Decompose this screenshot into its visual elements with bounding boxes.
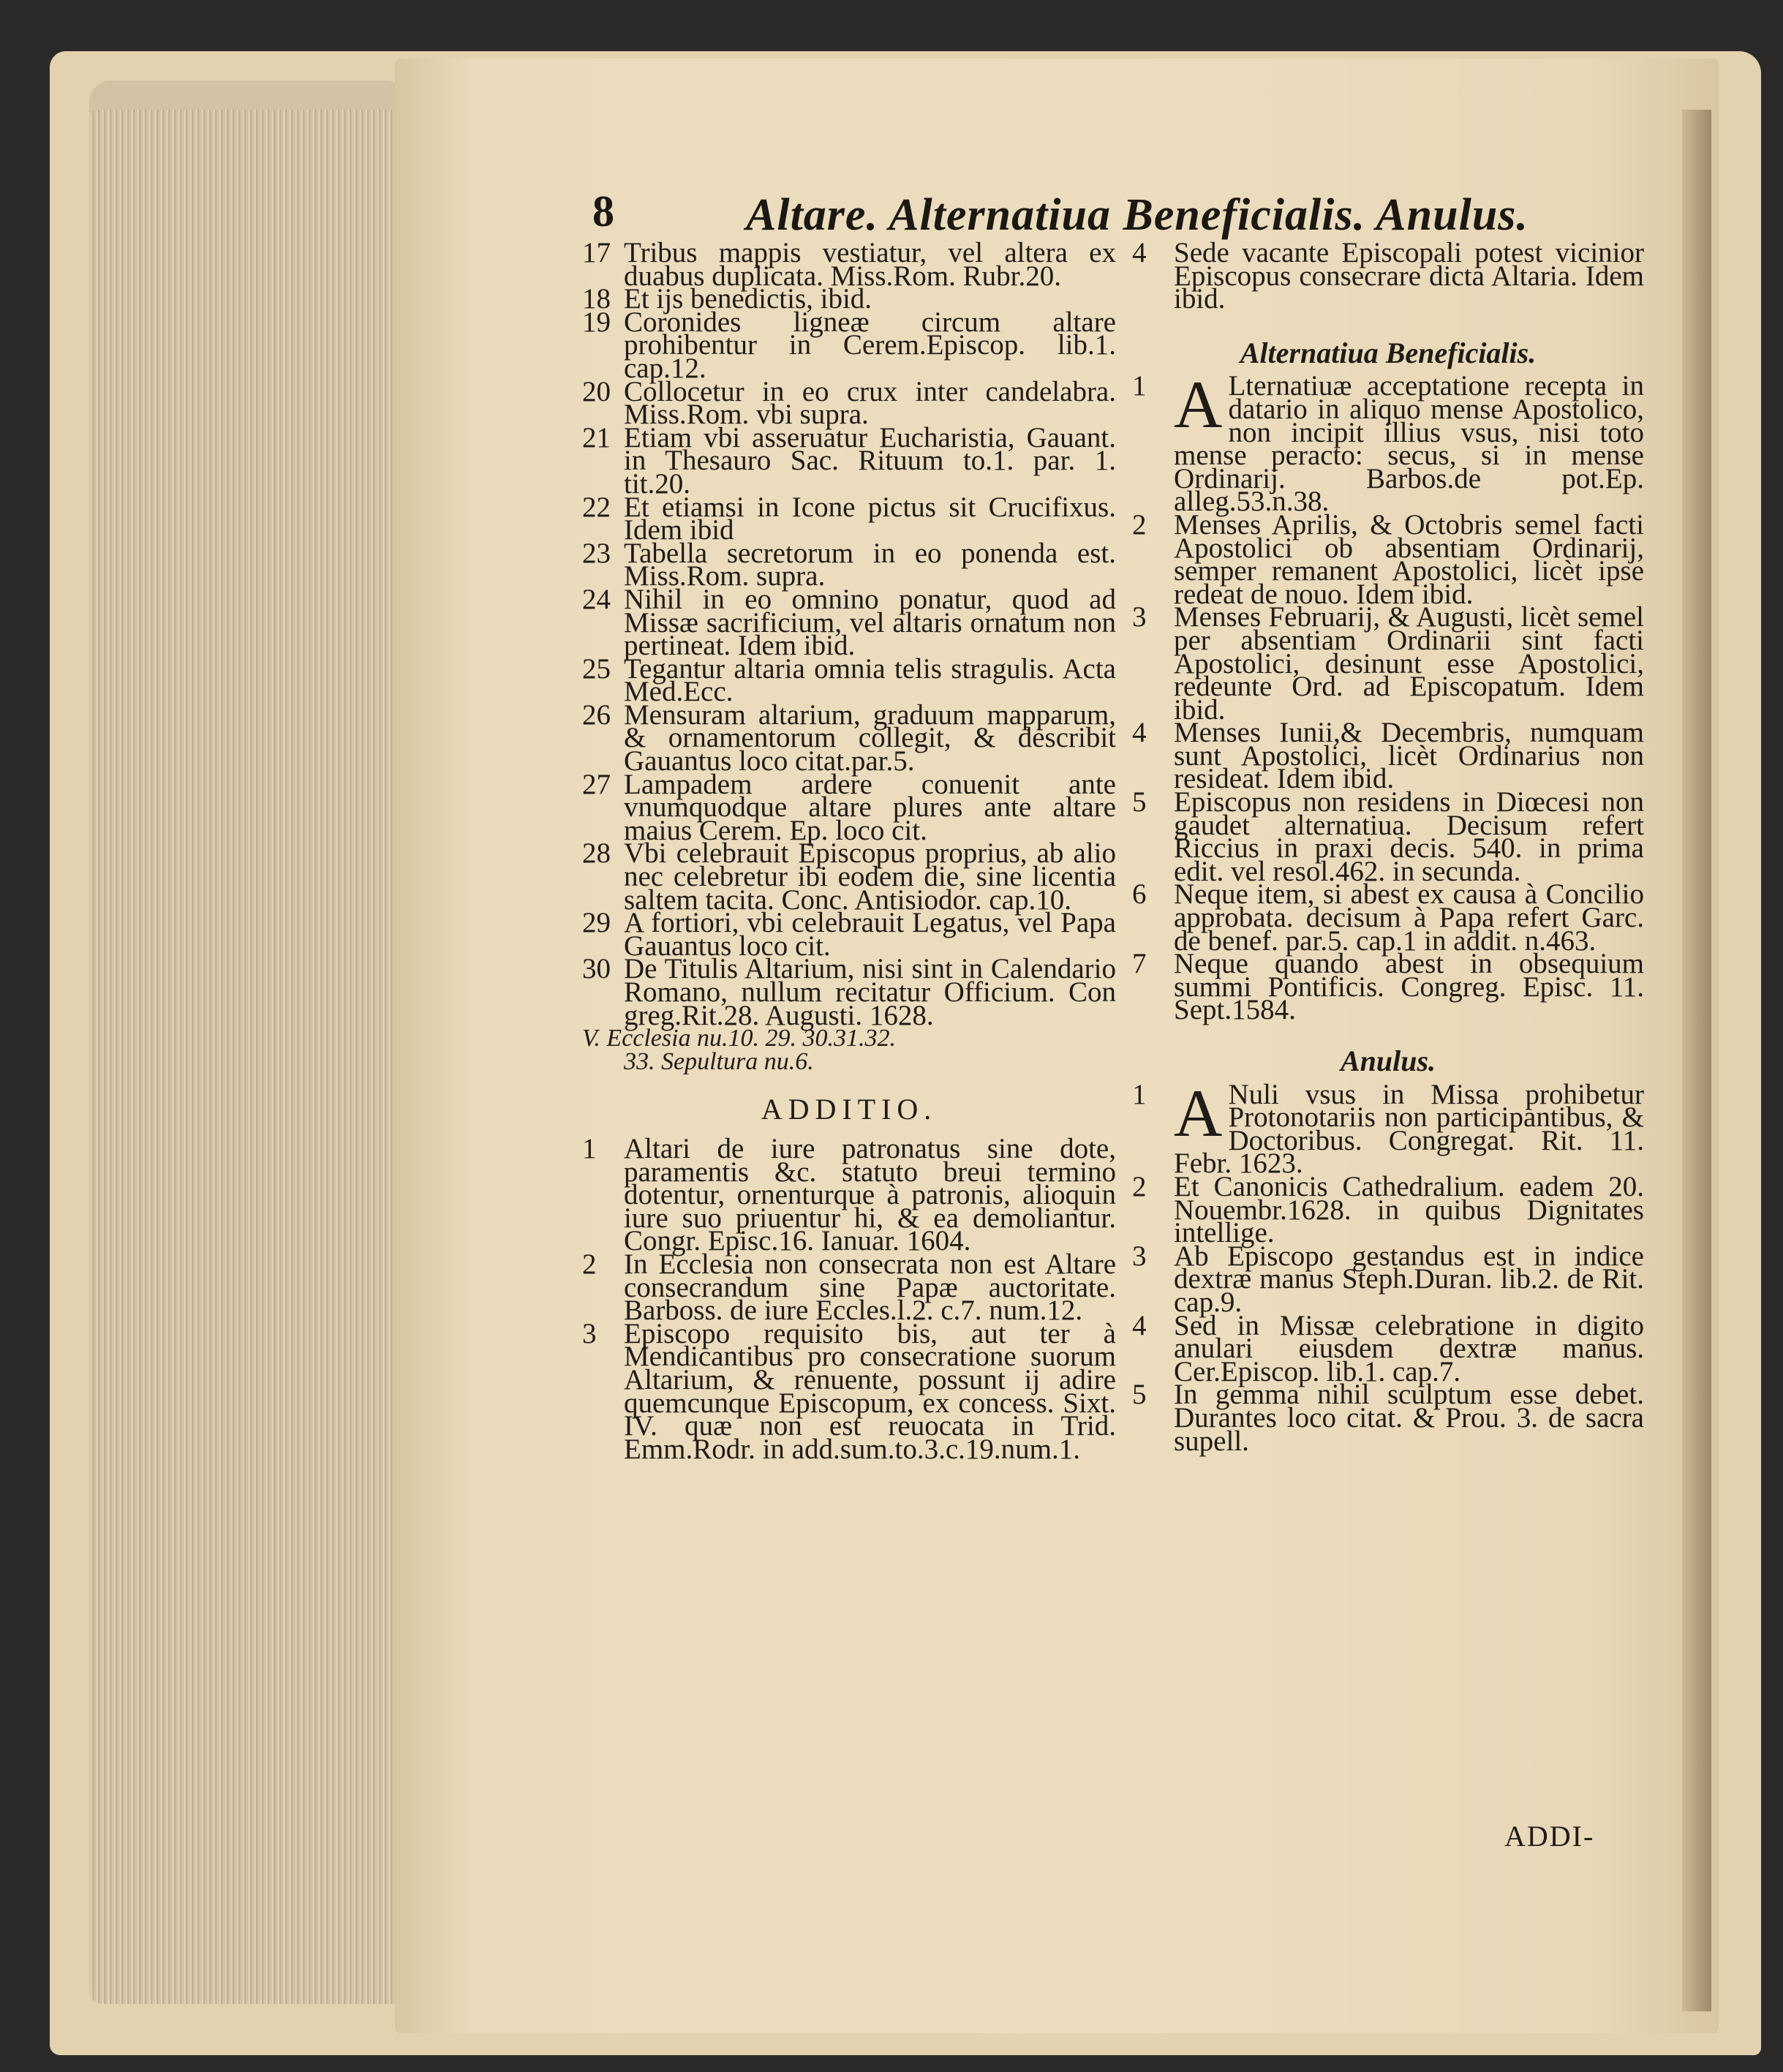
drop-cap: A [1174,367,1223,442]
list-item: 24 Nihil in eo omnino ponatur, quod ad Missæ sacrificium, vel altaris ornatum non pertineat. Idem ibid. [582,583,1116,662]
list-item: 5 In gemma nihil sculptum esse debet. Durantes loco citat. & Prou. 3. de sacra supell. [1132,1379,1644,1457]
list-item: 4 Menses Iunii,& Decembris, numquam sunt Apostolici, licèt Ordinarius non resideat. Idem ibid. [1132,717,1644,795]
list-item: 1 A Lternatiuæ acceptatione recepta in datario in aliquo mense Apostolico, non incipit illius vsus, nisi toto mense peracto: secus, si in mense Ordinarij. Barbos.de pot.Ep. alleg.53.n.38. [1132,367,1644,518]
drop-cap: A [1174,1075,1223,1150]
list-item: 20 Collocetur in eo crux inter candelabra. Miss.Rom. vbi supra. [582,375,1116,431]
list-item: 3 Ab Episcopo gestandus est in indice dextræ manus Steph.Duran. lib.2. de Rit. cap.9. [1132,1240,1644,1318]
list-item: 19 Coronides ligneæ circum altare prohibentur in Cerem.Episcop. lib.1. cap.12. [582,306,1116,384]
gutter [1682,110,1711,2011]
list-item: 6 Neque item, si abest ex causa à Concilio approbata. decisum à Papa refert Garc. de benef. par.5. cap.1 in addit. n.463. [1132,878,1644,957]
list-item: 4 Sede vacante Episcopali potest vicinior Episcopus consecrare dicta Altaria. Idem ibid. [1132,237,1644,315]
list-item: 3 Menses Februarij, & Augusti, licèt semel per absentiam Ordinarii sint facti Apostolici, desinunt esse Apostolici, redeunte Ord. ad Episcopatum. Idem ibid. [1132,601,1644,726]
list-item: 4 Sed in Missæ celebratione in digito anulari eiusdem dextræ manus. Cer.Episcop. lib.1. cap.7. [1132,1309,1644,1387]
list-item: 25 Tegantur altaria omnia telis stragulis. Acta Med.Ecc. [582,652,1116,708]
list-item: 3 Episcopo requisito bis, aut ter à Mendicantibus pro consecratione suorum Altarium, & renuente, possunt ij adire quemcunque Episcopum, ex concess. Sixt. IV. quæ non est reuocata in Trid. Emm.Rodr. in add.sum.to.3.c.19.num.1. [582,1317,1116,1465]
list-item: 2 In Ecclesia non consecrata non est Altare consecrandum sine Papæ auctoritate. Barboss. de iure Eccles.l.2. c.7. num.12. [582,1248,1116,1327]
list-item: 18 Et ijs benedictis, ibid. [582,283,872,315]
list-item: 29 A fortiori, vbi celebrauit Legatus, vel Papa Gauantus loco cit. [582,907,1116,962]
page-edges [89,110,396,2004]
list-item: 17 Tribus mappis vestiatur, vel altera ex duabus duplicata. Miss.Rom. Rubr.20. [582,237,1116,292]
cross-reference: 33. Sepultura nu.6. [624,1047,814,1075]
list-item: 26 Mensuram altarium, graduum mapparum, & ornamentorum collegit, & describit Gauantus loco citat.par.5. [582,698,1116,777]
list-item: 30 De Titulis Altarium, nisi sint in Calendario Romano, nullum recitatur Officium. Con greg.Rit.28. Augusti. 1628. [582,953,1116,1031]
list-item: 5 Episcopus non residens in Diœcesi non gaudet alternatiua. Decisum refert Riccius in praxi decis. 540. in prima edit. vel resol.462. in secunda. [1132,786,1644,887]
list-item: 28 Vbi celebrauit Episcopus proprius, ab alio nec celebretur ibi eodem die, sine licentia saltem tacita. Conc. Antisiodor. cap.10. [582,837,1116,916]
page-title: Altare. Alternatiua Beneficialis. Anulus. [746,190,1528,240]
section-heading-alternatiua: Alternatiua Beneficialis. [1240,336,1537,369]
section-heading-additio: ADDITIO. [761,1093,938,1126]
page-number: 8 [592,187,614,236]
catchword: ADDI- [1504,1820,1595,1853]
left-column [582,237,1116,1465]
right-column [1132,237,1644,1457]
list-item: 27 Lampadem ardere conuenit ante vnumquodque altare plures ante altare maius Cerem. Ep. loco cit. [582,768,1116,846]
list-item: 2 Et Canonicis Cathedralium. eadem 20. Nouembr.1628. in quibus Dignitates intellige. [1132,1170,1644,1249]
list-item: 1 Altari de iure patronatus sine dote, paramentis &c. statuto breui termino dotentur, ornenturque à patronis, alioquin iure suo priuentur hi, & ea demoliantur. Congr. Episc.16. Ianuar. 1604. [582,1132,1116,1257]
running-header [592,187,1536,245]
list-item: 2 Menses Aprilis, & Octobris semel facti Apostolici ob absentiam Ordinarij, semper remanent Apostolici, licèt ipse redeat de nouo. Idem ibid. [1132,508,1644,610]
cross-reference: V. Ecclesia nu.10. 29. 30.31.32. [582,1025,897,1052]
list-item: 22 Et etiamsi in Icone pictus sit Crucifixus. Idem ibid [582,491,1116,546]
list-item: 1 A Nuli vsus in Missa prohibetur Protonotariis non participantibus, & Doctoribus. Congregat. Rit. 11. Febr. 1623. [1132,1075,1644,1180]
list-item: 21 Etiam vbi asseruatur Eucharistia, Gauant. in Thesauro Sac. Rituum to.1. par. 1. tit.20. [582,421,1116,500]
list-item: 7 Neque quando abest in obsequium summi Pontificis. Congreg. Episc. 11. Sept.1584. [1132,948,1644,1026]
list-item: 23 Tabella secretorum in eo ponenda est. Miss.Rom. supra. [582,537,1116,592]
section-heading-anulus: Anulus. [1340,1044,1436,1077]
